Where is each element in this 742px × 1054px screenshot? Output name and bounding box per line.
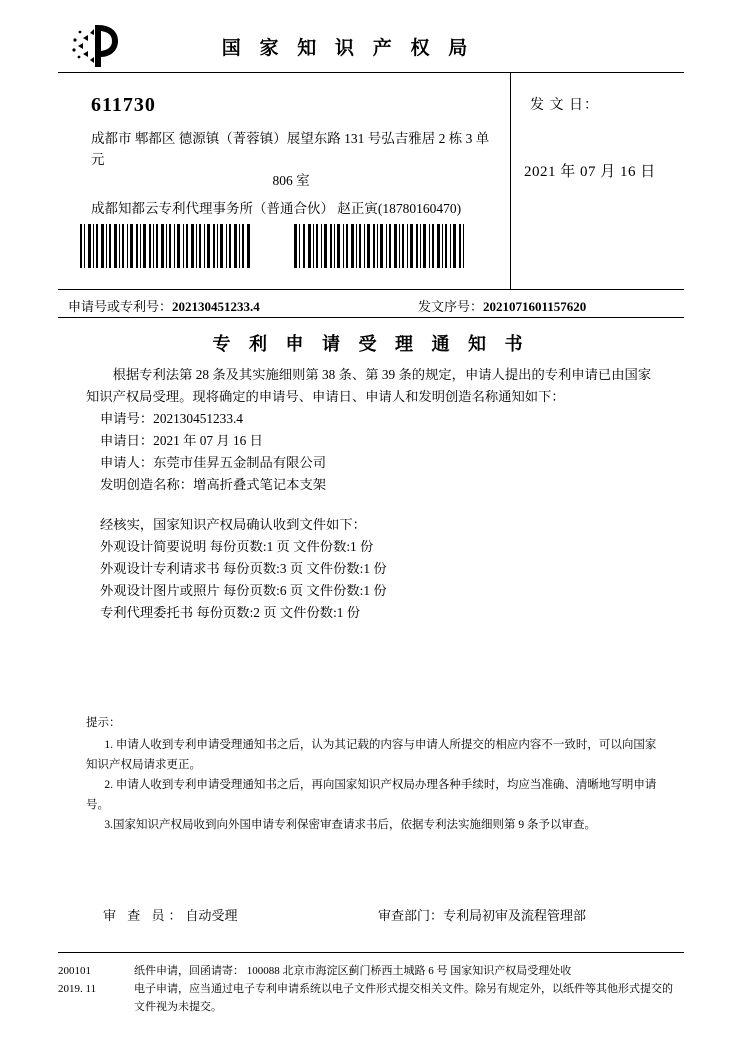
issue-date-label: 发 文 日： bbox=[530, 98, 599, 113]
footer-text bbox=[134, 962, 684, 1016]
document-item: 外观设计专利请求书 每份页数:3 页 文件份数:1 份 bbox=[100, 561, 387, 576]
note-item: 1. 申请人收到专利申请受理通知书之后，认为其记载的内容与申请人所提交的相应内容不一致时，可以向国家知识产权局请求更正。 bbox=[86, 739, 657, 771]
note-item: 2. 申请人收到专利申请受理通知书之后，再向国家知识产权局办理各种手续时，均应当准确、清晰地写明申请号。 bbox=[86, 779, 657, 811]
barcode-group bbox=[80, 224, 500, 268]
footer-line-3: 文件视为未提交。 bbox=[134, 1001, 222, 1013]
body-applicant: 申请人：东莞市佳昇五金制品有限公司 bbox=[100, 455, 327, 470]
barcode-left bbox=[80, 224, 250, 268]
footer-divider bbox=[58, 952, 684, 953]
notes-section bbox=[86, 713, 664, 835]
barcode-right bbox=[294, 224, 464, 268]
issue-date-value: 2021 年 07 月 16 日 bbox=[524, 164, 656, 180]
dispatch-number-label: 发文序号： bbox=[418, 299, 484, 314]
examiner-value: 自动受理 bbox=[185, 908, 238, 923]
note-item: 3.国家知识产权局收到向外国申请专利保密审查请求书后，依据专利法实施细则第 9 条予以审查。 bbox=[104, 819, 597, 831]
footer-code-2: 2019. 11 bbox=[58, 983, 97, 995]
notes-title: 提示： bbox=[86, 717, 121, 729]
page-header bbox=[58, 20, 684, 73]
national-emblem-icon bbox=[68, 23, 122, 69]
document-number: 611730 bbox=[91, 94, 156, 116]
application-number bbox=[68, 296, 260, 315]
examiner-label: 审 查 员： bbox=[103, 908, 186, 923]
department-value: 专利局初审及流程管理部 bbox=[443, 908, 587, 923]
footer-code-1: 200101 bbox=[58, 965, 91, 977]
examiner-field bbox=[103, 905, 238, 924]
footer-line-1: 纸件申请，回函请寄： 100088 北京市海淀区蓟门桥西土城路 6 号 国家知识产权局受理处收 bbox=[134, 965, 572, 977]
body-spacer bbox=[86, 496, 656, 514]
body-application-number: 申请号：202130451233.4 bbox=[100, 411, 243, 426]
footer-codes bbox=[58, 962, 128, 998]
notice-title: 专 利 申 请 受 理 通 知 书 bbox=[212, 334, 530, 354]
body-paragraph-1: 根据专利法第 28 条及其实施细则第 38 条、第 39 条的规定，申请人提出的专利申请已由国家知识产权局受理。现将确定的申请号、申请日、申请人和发明创造名称通知如下： bbox=[86, 367, 652, 404]
application-number-value: 202130451233.4 bbox=[172, 299, 260, 314]
address-line-2: 806 室 bbox=[272, 173, 310, 188]
document-item: 外观设计简要说明 每份页数:1 页 文件份数:1 份 bbox=[100, 539, 374, 554]
application-number-label: 申请号或专利号： bbox=[68, 299, 173, 314]
dispatch-number-value: 2021071601157620 bbox=[483, 299, 587, 314]
page-title: 国 家 知 识 产 权 局 bbox=[221, 37, 475, 59]
footer-line-2: 电子申请，应当通过电子专利申请系统以电子文件形式提交相关文件。除另有规定外，以纸件等其他形式提交的 bbox=[134, 983, 673, 995]
body-application-date: 申请日：2021 年 07 月 16 日 bbox=[100, 433, 263, 448]
department-label: 审查部门： bbox=[378, 908, 444, 923]
dispatch-number bbox=[418, 296, 586, 315]
application-number-row bbox=[58, 290, 684, 318]
department-field bbox=[378, 905, 586, 924]
notice-body bbox=[86, 364, 656, 624]
addressee-block bbox=[58, 72, 684, 290]
document-item: 专利代理委托书 每份页数:2 页 文件份数:1 份 bbox=[100, 605, 361, 620]
body-paragraph-2: 经核实，国家知识产权局确认收到文件如下： bbox=[100, 517, 366, 532]
addressee-address bbox=[91, 128, 491, 219]
body-invention-title: 发明创造名称：增高折叠式笔记本支架 bbox=[100, 477, 327, 492]
issue-date-block bbox=[512, 72, 684, 290]
addressee-left bbox=[58, 72, 511, 290]
agency-line: 成都知都云专利代理事务所（普通合伙） 赵正寅(18780160470) bbox=[91, 201, 462, 216]
document-item: 外观设计图片或照片 每份页数:6 页 文件份数:1 份 bbox=[100, 583, 387, 598]
address-line-1: 成都市 郫都区 德源镇（菁蓉镇）展望东路 131 号弘吉雅居 2 栋 3 单元 bbox=[91, 131, 490, 167]
